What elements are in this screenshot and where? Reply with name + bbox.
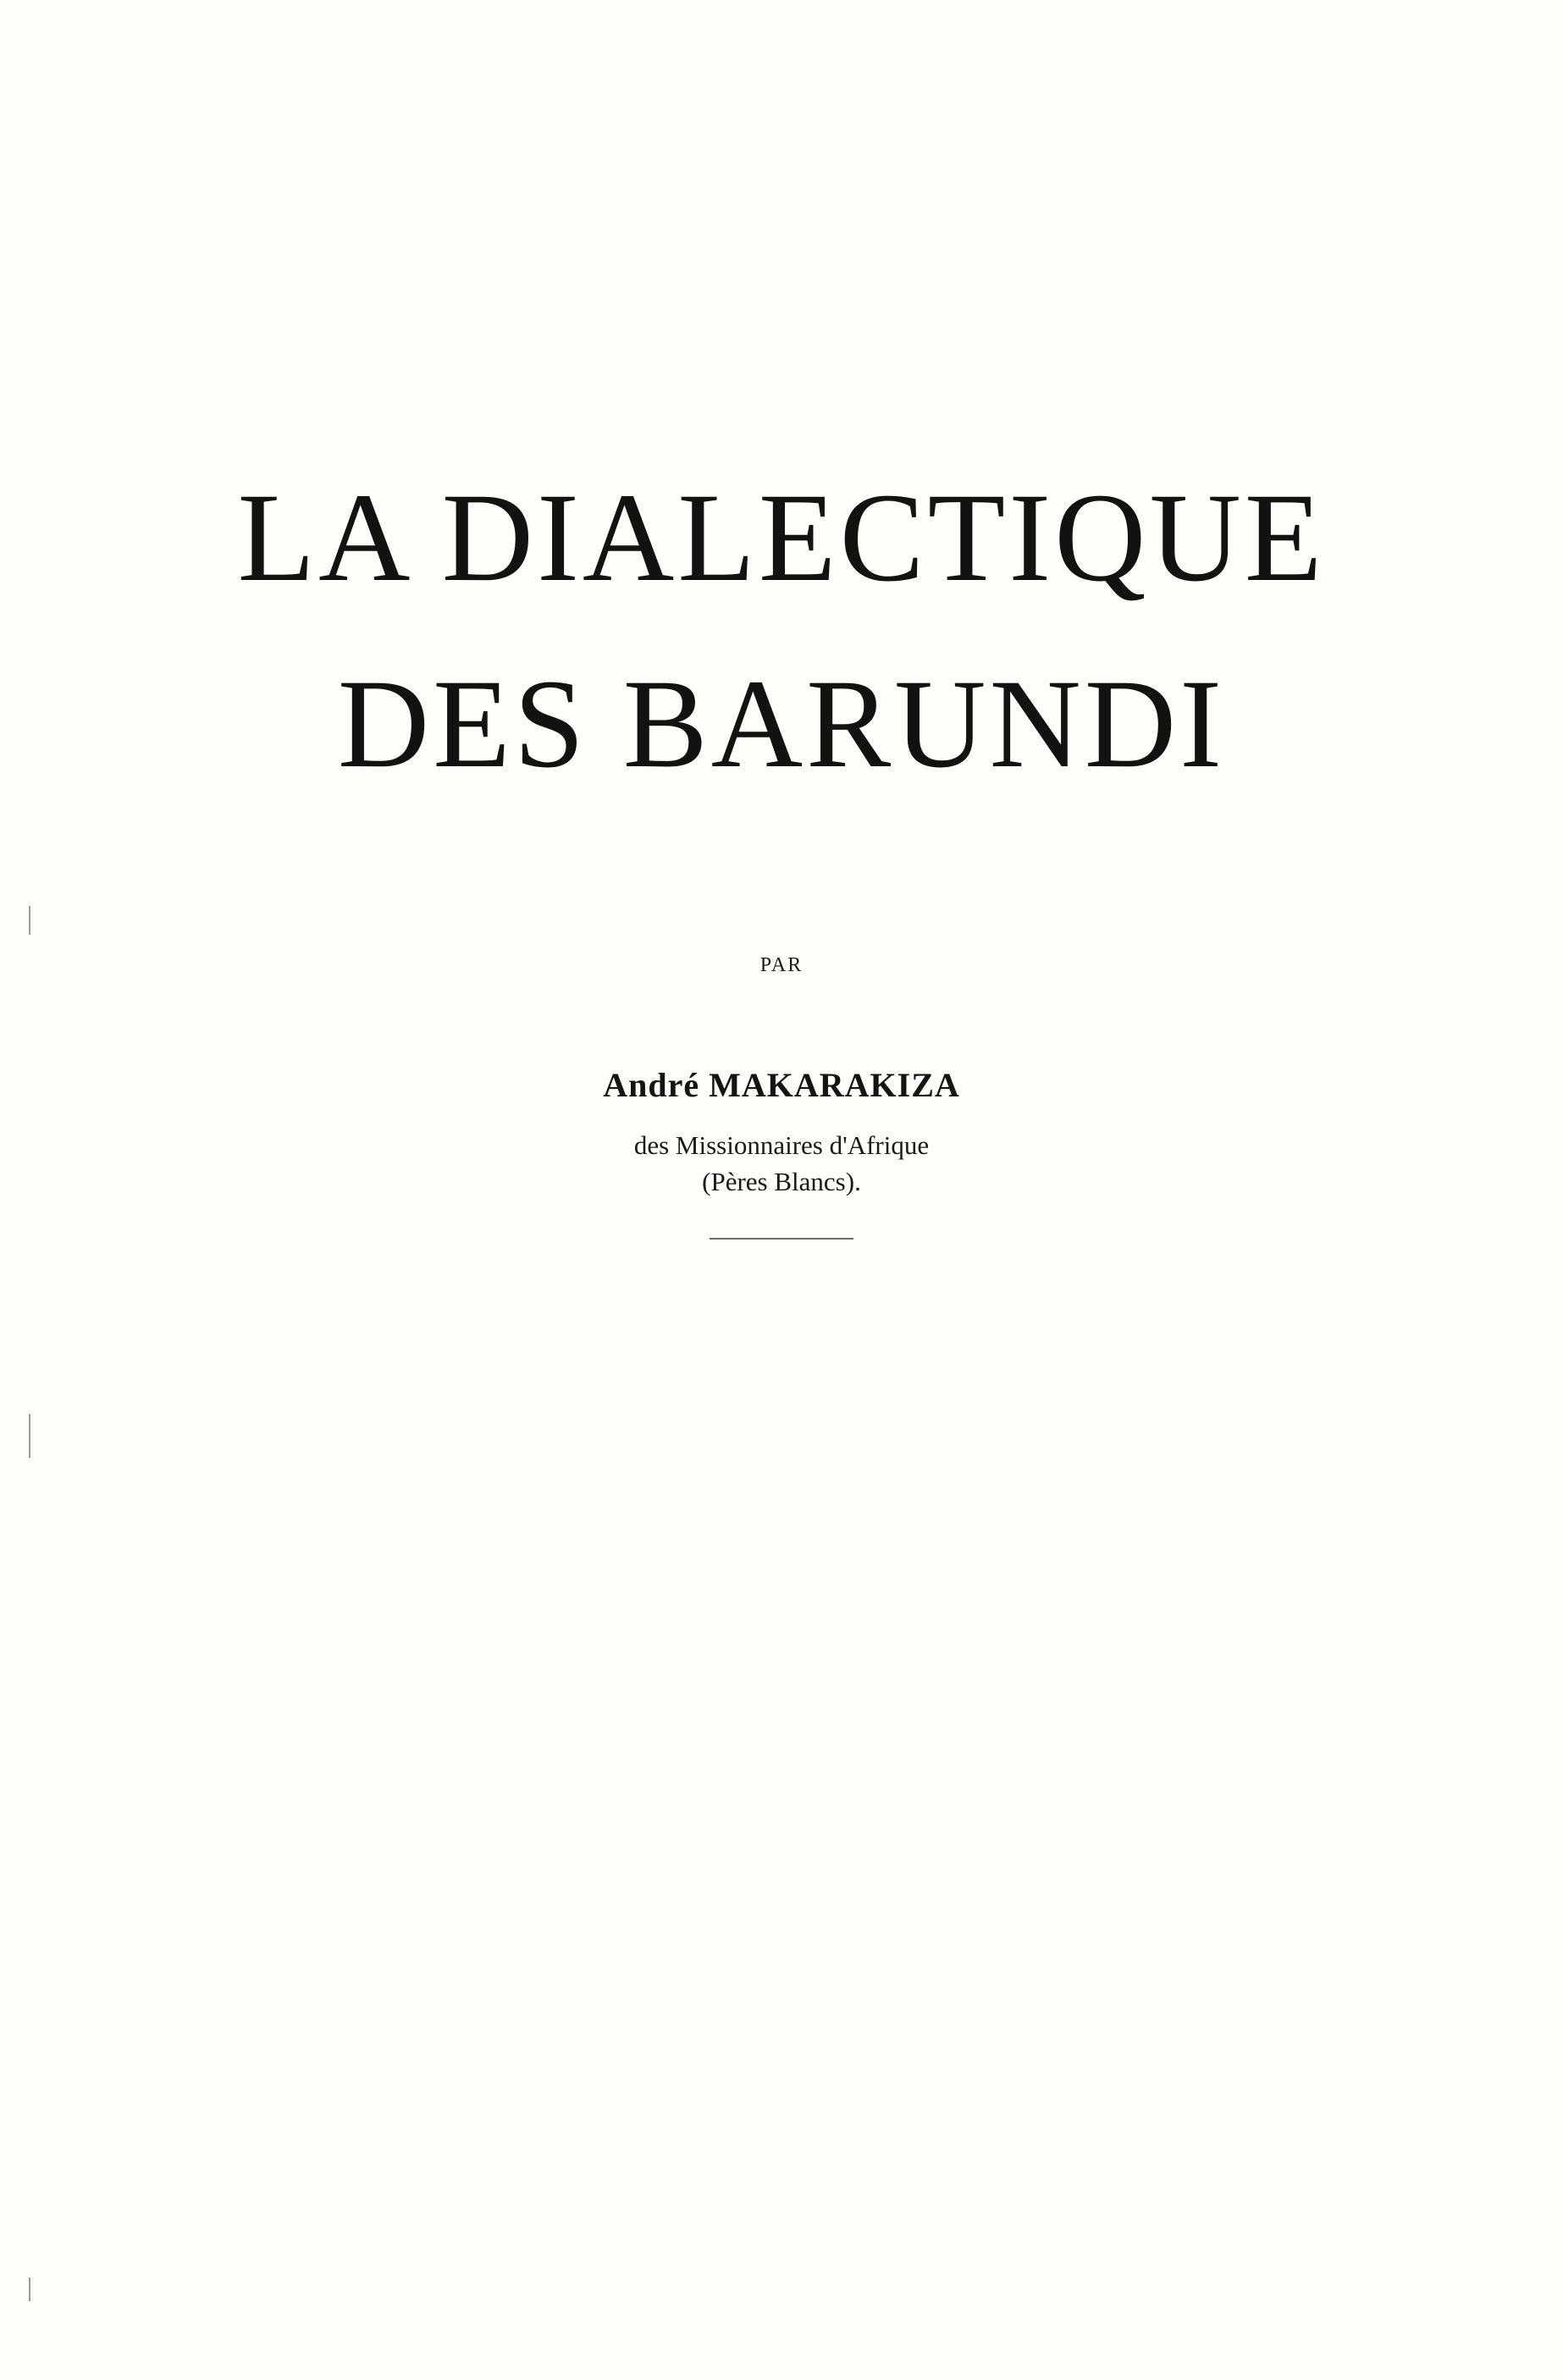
- page-edge-mark: [29, 2278, 30, 2301]
- by-label: PAR: [759, 954, 804, 976]
- page-edge-mark: [29, 1414, 30, 1458]
- title-line-1: LA DIALECTIQUE: [237, 467, 1326, 608]
- author-order: (Pères Blancs).: [702, 1167, 861, 1196]
- title-line-2: DES BARUNDI: [337, 654, 1226, 794]
- divider-rule: [710, 1238, 853, 1240]
- page-edge-mark: [29, 906, 30, 935]
- author-name: André MAKARAKIZA: [603, 1066, 960, 1104]
- author-affiliation: des Missionnaires d'Afrique: [633, 1130, 930, 1160]
